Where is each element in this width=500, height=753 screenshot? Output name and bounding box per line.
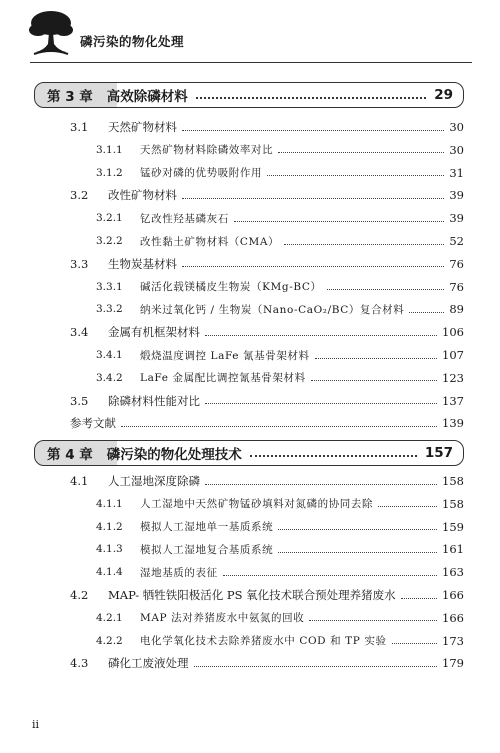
dot-leader: [278, 152, 444, 153]
section-number: 3.1.2: [96, 166, 123, 179]
section-title: 改性矿物材料: [108, 188, 177, 203]
toc-entry[interactable]: [96, 300, 464, 318]
section-title: MAP 法对养猪废水中氨氮的回收: [140, 612, 305, 625]
section-title: 碱活化载镁橘皮生物炭（KMg-BC）: [140, 281, 322, 294]
toc-entry[interactable]: [96, 209, 464, 227]
section-page-number: 163: [442, 565, 464, 580]
toc-entry[interactable]: [96, 164, 464, 182]
toc-entry[interactable]: [96, 518, 464, 536]
section-page-number: 173: [442, 633, 464, 648]
section-title: 人工湿地深度除磷: [108, 474, 200, 488]
dot-leader: [401, 598, 437, 599]
section-title: 电化学氧化技术去除养猪废水中 COD 和 TP 实验: [140, 635, 387, 648]
section-page-number: 158: [442, 496, 464, 511]
toc-entry[interactable]: [70, 654, 464, 672]
section-page-number: 39: [449, 211, 464, 226]
section-page-number: 76: [449, 256, 464, 271]
dot-leader: [182, 266, 444, 267]
dot-leader: [315, 358, 437, 359]
chapter-page-number: 29: [434, 87, 453, 103]
section-title: 钇改性羟基磷灰石: [140, 212, 229, 225]
section-page-number: 30: [449, 120, 464, 134]
toc-entry[interactable]: [96, 346, 464, 364]
section-title: 纳米过氧化钙 / 生物炭（Nano-CaO₂/BC）复合材料: [140, 303, 405, 316]
toc-entry[interactable]: [96, 232, 464, 250]
section-number: 3.1.1: [96, 143, 123, 156]
section-page-number: 107: [442, 348, 464, 362]
dot-leader: [309, 620, 437, 621]
toc-entry[interactable]: [96, 609, 464, 627]
dot-leader: [234, 221, 445, 222]
chapter-page-number: 157: [424, 445, 453, 461]
toc-entry[interactable]: [96, 278, 464, 296]
section-number: 3.3.2: [96, 303, 123, 316]
tree-icon: [28, 8, 74, 56]
section-title: 人工湿地中天然矿物锰砂填料对氮磷的协同去除: [140, 498, 374, 511]
chapter-heading[interactable]: [34, 82, 464, 108]
dot-leader: [194, 666, 438, 667]
section-title: 除磷材料性能对比: [108, 393, 200, 408]
chapter-title: 高效除磷材料: [106, 89, 188, 105]
section-page-number: 139: [442, 416, 464, 431]
dot-leader: [378, 506, 437, 507]
page-folio: ii: [32, 718, 40, 731]
section-title: 湿地基质的表征: [140, 566, 218, 579]
section-number: 3.4.1: [96, 349, 123, 361]
section-page-number: 31: [449, 165, 464, 180]
dot-leader: [250, 455, 417, 457]
section-page-number: 52: [449, 234, 464, 248]
section-title: 煅烧温度调控 LaFe 氰基骨架材料: [140, 349, 310, 362]
dot-leader: [205, 403, 437, 404]
dot-leader: [327, 289, 445, 290]
toc-entry[interactable]: [70, 472, 464, 490]
section-title: MAP- 牺牲铁阳极活化 PS 氧化技术联合预处理养猪废水: [108, 588, 396, 602]
section-title: 模拟人工湿地复合基质系统: [140, 543, 274, 556]
section-page-number: 106: [442, 325, 464, 340]
chapter-label: 第 4 章: [47, 447, 93, 463]
chapter-heading[interactable]: [34, 440, 464, 466]
section-page-number: 179: [442, 656, 464, 671]
section-page-number: 89: [449, 302, 464, 317]
toc-entry[interactable]: [70, 414, 464, 432]
section-title: 锰砂对磷的优势吸附作用: [140, 167, 263, 180]
dot-leader: [284, 244, 444, 245]
dot-leader: [196, 97, 426, 99]
dot-leader: [182, 130, 444, 131]
toc-entry[interactable]: [70, 586, 464, 604]
section-title: 天然矿物材料: [108, 120, 177, 134]
section-title: 参考文献: [70, 416, 116, 431]
section-page-number: 123: [442, 370, 464, 385]
section-number: 4.3: [70, 656, 89, 671]
section-number: 3.2: [70, 188, 89, 203]
section-number: 3.2.1: [96, 212, 123, 225]
section-title: 天然矿物材料除磷效率对比: [140, 144, 274, 157]
running-header: [28, 8, 184, 56]
section-number: 4.1: [70, 474, 89, 488]
toc-entry[interactable]: [96, 141, 464, 159]
header-rule: [30, 62, 472, 63]
section-number: 3.4: [70, 325, 89, 340]
section-number: 4.2.2: [96, 634, 123, 647]
section-number: 3.2.2: [96, 235, 123, 247]
section-page-number: 39: [449, 188, 464, 203]
section-number: 3.5: [70, 393, 89, 408]
section-number: 4.1.2: [96, 520, 123, 533]
toc-entry[interactable]: [96, 632, 464, 650]
section-number: 3.3: [70, 256, 89, 271]
running-title: 磷污染的物化处理: [80, 34, 185, 49]
dot-leader: [182, 198, 444, 199]
section-page-number: 166: [442, 588, 464, 602]
toc-entry[interactable]: [70, 255, 464, 273]
section-number: 3.3.1: [96, 280, 123, 293]
toc-entry[interactable]: [70, 186, 464, 204]
dot-leader: [121, 426, 437, 427]
chapter-label: 第 3 章: [47, 89, 93, 105]
section-title: 金属有机框架材料: [108, 325, 200, 340]
dot-leader: [278, 529, 437, 530]
section-page-number: 158: [442, 474, 464, 488]
dot-leader: [392, 643, 437, 644]
section-title: LaFe 金属配比调控氰基骨架材料: [140, 372, 306, 385]
toc-entry[interactable]: [96, 563, 464, 581]
section-number: 3.1: [70, 120, 89, 134]
dot-leader: [205, 335, 437, 336]
toc-entry[interactable]: [96, 540, 464, 558]
dot-leader: [409, 312, 444, 313]
section-title: 模拟人工湿地单一基质系统: [140, 521, 274, 534]
toc-entry[interactable]: [70, 323, 464, 341]
section-page-number: 30: [449, 142, 464, 157]
toc-entry[interactable]: [96, 495, 464, 513]
section-number: 3.4.2: [96, 371, 123, 384]
section-page-number: 166: [442, 610, 464, 625]
section-number: 4.1.4: [96, 566, 123, 579]
dot-leader: [267, 175, 444, 176]
section-title: 改性黏土矿物材料（CMA）: [140, 235, 280, 248]
section-title: 生物炭基材料: [108, 256, 177, 271]
toc-entry[interactable]: [70, 118, 464, 136]
chapter-title: 磷污染的物化处理技术: [106, 447, 242, 463]
toc-entry[interactable]: [70, 392, 464, 410]
section-title: 磷化工废液处理: [108, 656, 189, 671]
section-page-number: 76: [449, 279, 464, 294]
dot-leader: [223, 575, 437, 576]
dot-leader: [278, 552, 437, 553]
section-number: 4.1.1: [96, 497, 123, 510]
section-page-number: 137: [442, 393, 464, 408]
dot-leader: [311, 380, 437, 381]
section-page-number: 161: [442, 542, 464, 557]
section-page-number: 159: [442, 519, 464, 534]
section-number: 4.2.1: [96, 611, 123, 624]
toc-entry[interactable]: [96, 369, 464, 387]
section-number: 4.1.3: [96, 543, 123, 556]
section-number: 4.2: [70, 588, 89, 602]
dot-leader: [205, 484, 437, 485]
